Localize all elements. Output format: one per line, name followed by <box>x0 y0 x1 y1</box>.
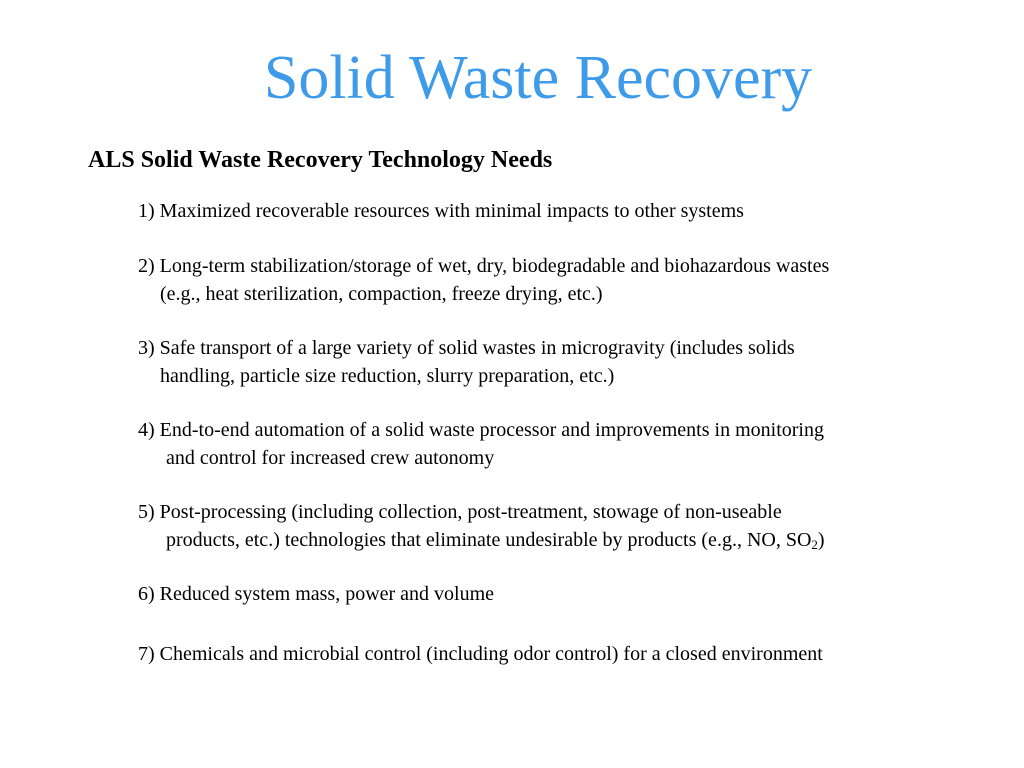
list-item-line: 1) Maximized recoverable resources with minimal impacts to other systems <box>138 200 744 222</box>
list-item-text: products, etc.) technologies that eliminate undesirable by products (e.g., NO, SO <box>166 529 812 551</box>
list-item <box>138 580 494 608</box>
list-item <box>138 252 829 308</box>
list-item-continuation: handling, particle size reduction, slurry preparation, etc.) <box>160 365 615 387</box>
list-item-line: 5) Post-processing (including collection, post-treatment, stowage of non-useable <box>138 501 782 523</box>
list-item <box>138 498 825 554</box>
list-item <box>138 197 744 225</box>
list-item-line: 7) Chemicals and microbial control (including odor control) for a closed environment <box>138 643 823 665</box>
list-item-continuation: and control for increased crew autonomy <box>166 447 495 469</box>
list-item <box>138 640 823 668</box>
list-item-text: ) <box>817 529 825 551</box>
list-item-continuation: (e.g., heat sterilization, compaction, freeze drying, etc.) <box>160 283 603 305</box>
list-item-line: 4) End-to-end automation of a solid waste processor and improvements in monitoring <box>138 419 824 441</box>
list-item-continuation <box>138 526 825 554</box>
section-subtitle: ALS Solid Waste Recovery Technology Needs <box>88 147 553 173</box>
list-item-line: 2) Long-term stabilization/storage of wet, dry, biodegradable and biohazardous wastes <box>138 255 830 277</box>
list-item-line: 3) Safe transport of a large variety of solid wastes in microgravity (includes solids <box>138 337 795 359</box>
list-item <box>138 334 795 390</box>
list-item <box>138 416 824 472</box>
list-item-line: 6) Reduced system mass, power and volume <box>138 583 495 605</box>
slide-title: Solid Waste Recovery <box>263 44 813 112</box>
subscript: 2 <box>811 537 818 552</box>
